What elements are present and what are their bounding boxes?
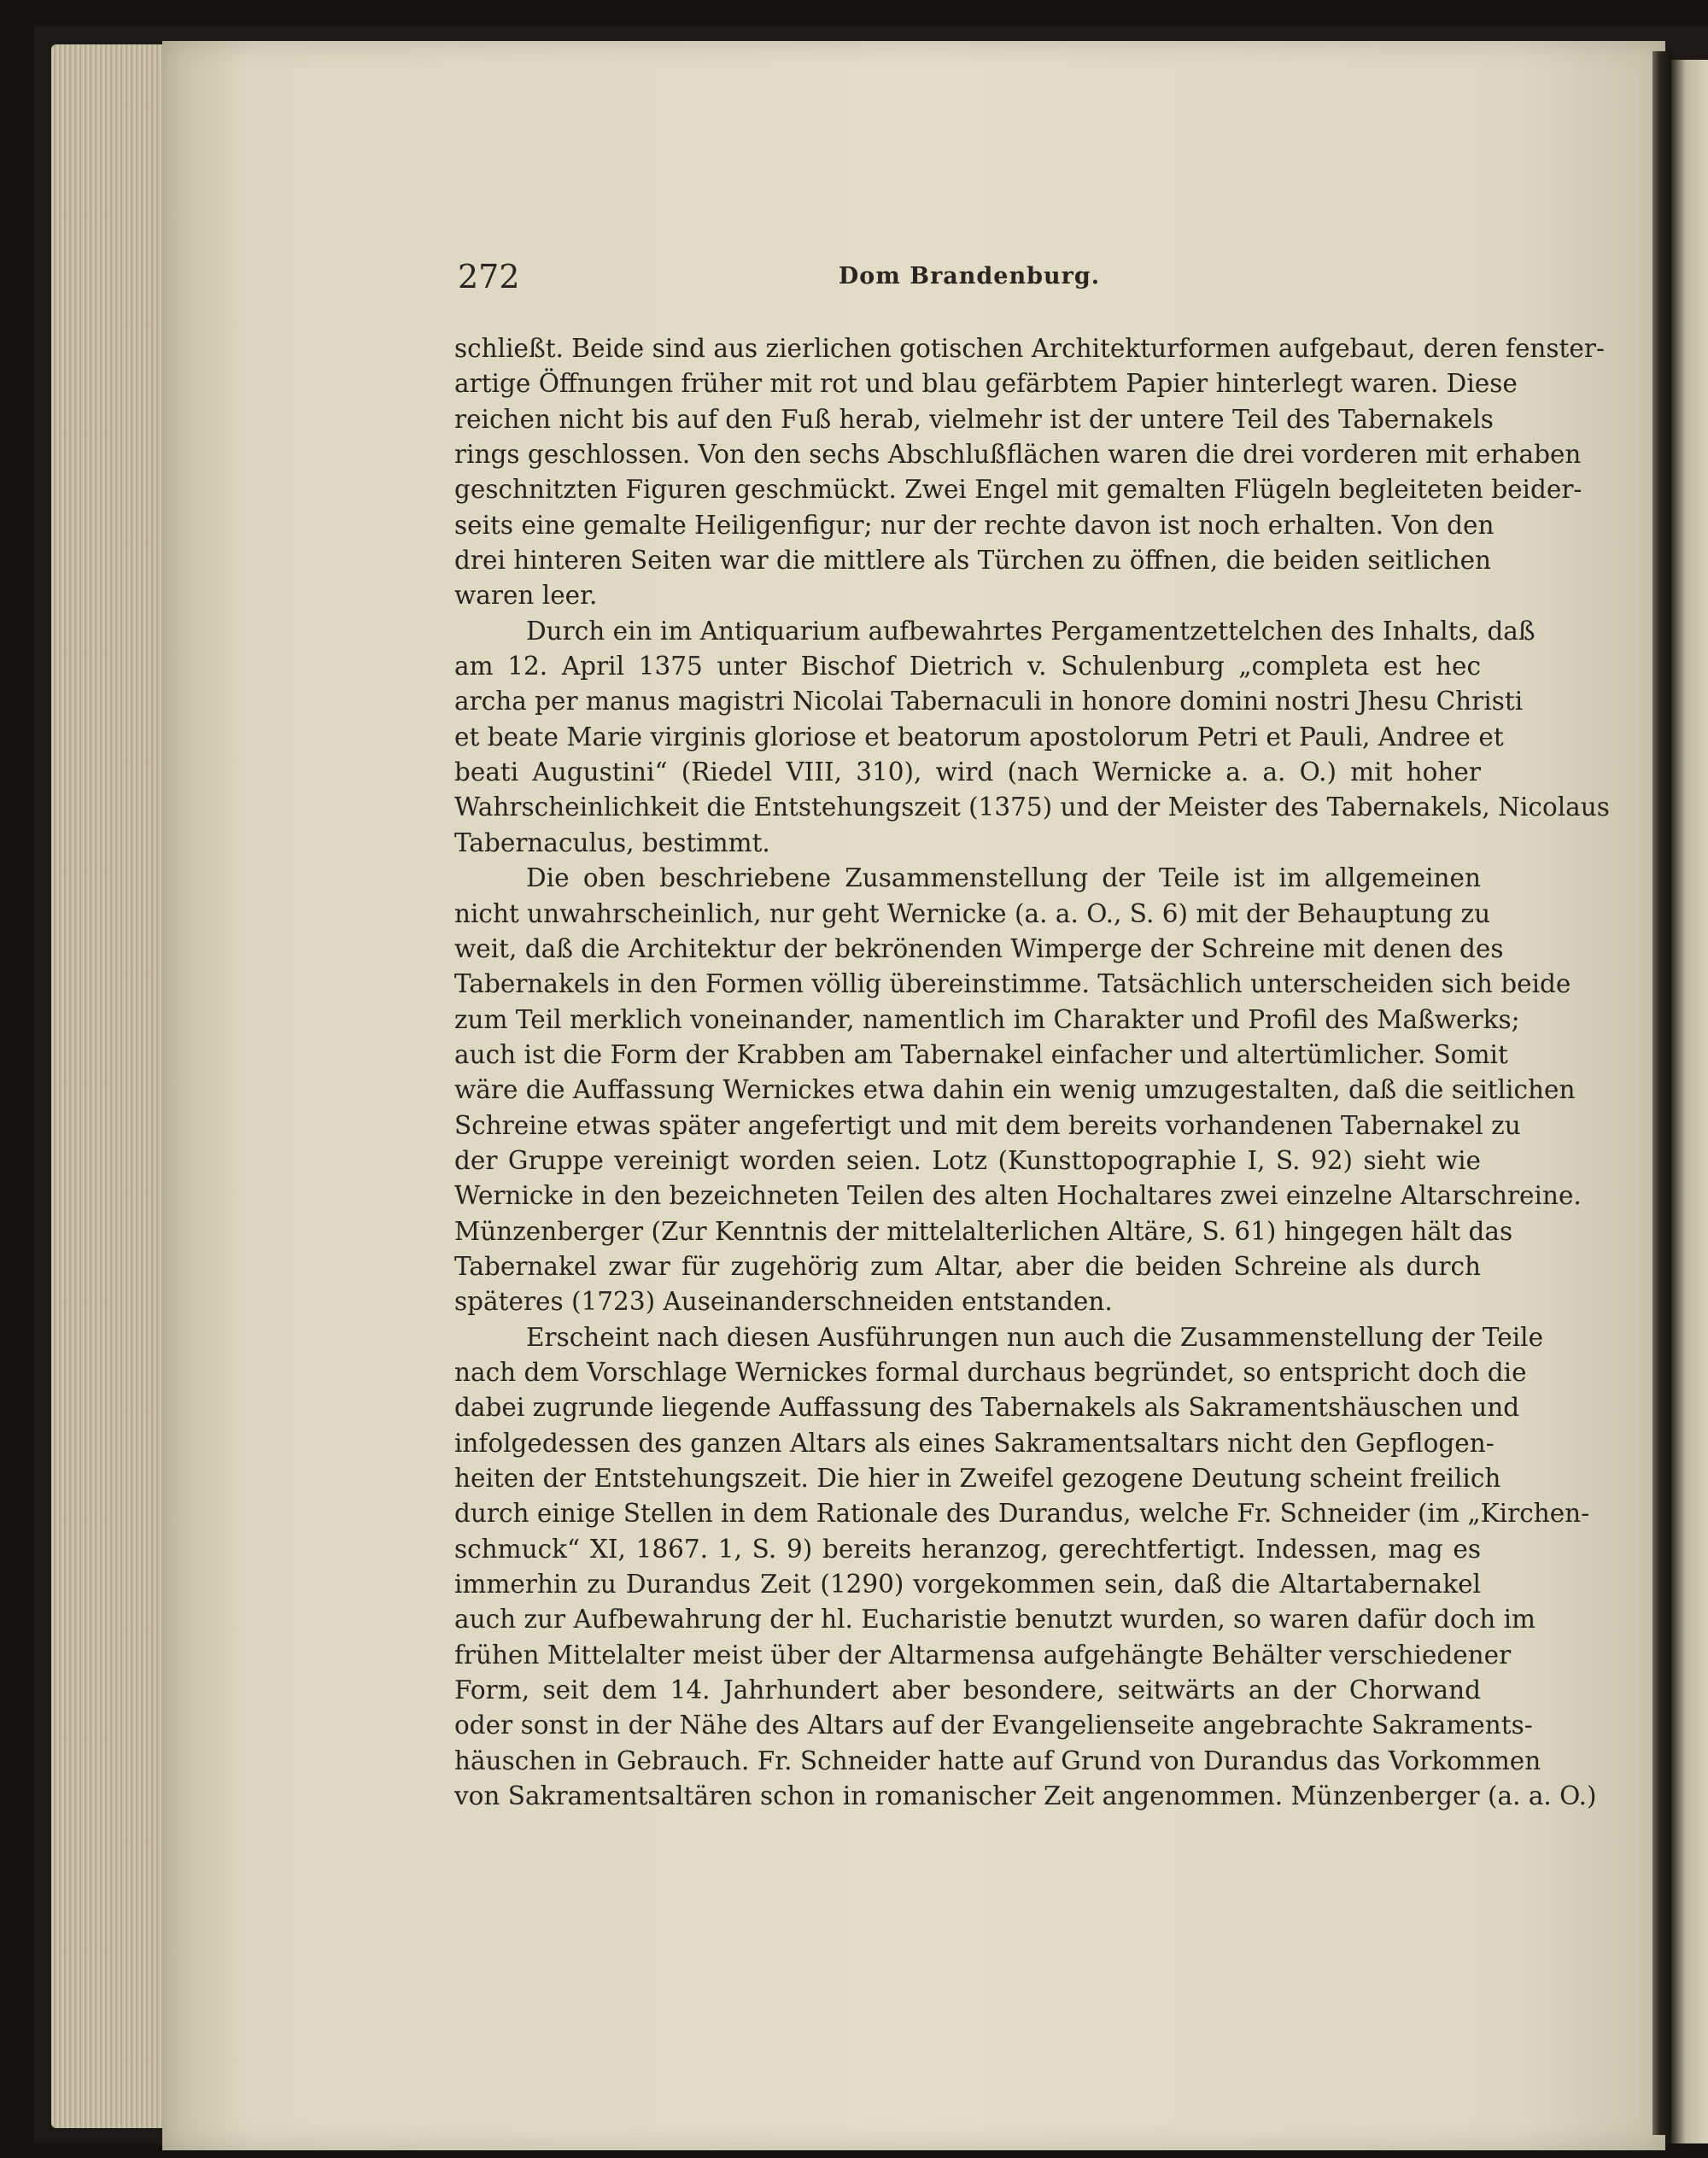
text-line: Tabernakel zwar für zugehörig zum Altar, aber die beiden Schreine als durch [454,1251,1481,1281]
facing-page-edge [1671,60,1708,2143]
page-number: 272 [458,258,520,295]
text-line: Form, seit dem 14. Jahrhundert aber besondere, seitwärts an der Chorwand [454,1676,1481,1705]
text-line: drei hinteren Seiten war die mittlere als Türchen zu öffnen, die beiden seitlichen [454,546,1492,576]
book-gutter [1652,51,1671,2135]
page-header [458,258,1481,301]
text-line: von Sakramentsaltären schon in romanischer Zeit angenommen. Münzenberger (a. a. O.) [454,1781,1597,1811]
text-line: Die oben beschriebene Zusammenstellung der Teile ist im allgemeinen [526,863,1481,893]
text-line: wäre die Auffassung Wernickes etwa dahin ein wenig umzugestalten, daß die seitlichen [454,1075,1576,1105]
text-line: Tabernakels in den Formen völlig übereinstimme. Tatsächlich unterscheiden sich beide [454,969,1571,999]
text-line: frühen Mittelalter meist über der Altarmensa aufgehängte Behälter verschiedener [454,1640,1512,1670]
text-line: reichen nicht bis auf den Fuß herab, vielmehr ist der untere Teil des Tabernakels [454,404,1494,434]
text-line: Wahrscheinlichkeit die Entstehungszeit (1375) und der Meister des Tabernakels, Nicolaus [454,792,1610,822]
text-line: oder sonst in der Nähe des Altars auf der Evangelienseite angebrachte Sakraments- [454,1711,1533,1740]
text-line: seits eine gemalte Heiligenfigur; nur der rechte davon ist noch erhalten. Von den [454,510,1494,540]
text-line: geschnitzten Figuren geschmückt. Zwei Engel mit gemalten Flügeln begleiteten beider- [454,475,1582,505]
body-text [454,331,1610,1814]
text-line: durch einige Stellen in dem Rationale des Durandus, welche Fr. Schneider (im „Kirchen- [454,1499,1590,1529]
text-line: Durch ein im Antiquarium aufbewahrtes Pergamentzettelchen des Inhalts, daß [526,616,1535,646]
text-line: et beate Marie virginis gloriose et beatorum apostolorum Petri et Pauli, Andree et [454,722,1504,751]
text-line: archa per manus magistri Nicolai Tabernaculi in honore domini nostri Jhesu Christi [454,687,1524,716]
text-line: auch zur Aufbewahrung der hl. Eucharistie benutzt wurden, so waren dafür doch im [454,1605,1536,1635]
text-line: auch ist die Form der Krabben am Tabernakel einfacher und altertümlicher. Somit [454,1039,1508,1069]
text-line: schließt. Beide sind aus zierlichen gotischen Architekturformen aufgebaut, deren fenster- [454,334,1605,363]
text-line: nicht unwahrscheinlich, nur geht Wernicke (a. a. O., S. 6) mit der Behauptung zu [454,898,1491,928]
text-line: rings geschlossen. Von den sechs Abschlußflächen waren die drei vorderen mit erhaben [454,440,1582,470]
text-line: nach dem Vorschlage Wernickes formal durchaus begründet, so entspricht doch die [454,1357,1527,1387]
text-line: immerhin zu Durandus Zeit (1290) vorgekommen sein, daß die Altartabernakel [454,1570,1481,1599]
text-line: infolgedessen des ganzen Altars als eines Sakramentsaltars nicht den Gepflogen- [454,1428,1494,1458]
page-block-edge [51,44,179,2128]
text-line: Erscheint nach diesen Ausführungen nun auch die Zusammenstellung der Teile [526,1322,1544,1352]
text-line: Wernicke in den bezeichneten Teilen des alten Hochaltares zwei einzelne Altarschreine. [454,1181,1582,1211]
text-line: der Gruppe vereinigt worden seien. Lotz (Kunsttopographie I, S. 92) sieht wie [454,1145,1481,1175]
text-line: beati Augustini“ (Riedel VIII, 310), wird (nach Wernicke a. a. O.) mit hoher [454,757,1481,787]
text-line: schmuck“ XI, 1867. 1, S. 9) bereits heranzog, gerechtfertigt. Indessen, mag es [454,1534,1481,1564]
text-line: heiten der Entstehungszeit. Die hier in Zweifel gezogene Deutung scheint freilich [454,1464,1501,1493]
text-line: Münzenberger (Zur Kenntnis der mittelalterlichen Altäre, S. 61) hingegen hält das [454,1216,1513,1246]
text-line: artige Öffnungen früher mit rot und blau gefärbtem Papier hinterlegt waren. Diese [454,369,1518,399]
text-line: waren leer. [454,581,598,611]
text-line: zum Teil merklich voneinander, namentlich im Charakter und Profil des Maßwerks; [454,1004,1520,1034]
text-line: späteres (1723) Auseinanderschneiden entstanden. [454,1287,1113,1317]
text-line: dabei zugrunde liegende Auffassung des Tabernakels als Sakramentshäuschen und [454,1393,1520,1423]
text-line: häuschen in Gebrauch. Fr. Schneider hatte auf Grund von Durandus das Vorkommen [454,1746,1541,1775]
text-line: am 12. April 1375 unter Bischof Dietrich v. Schulenburg „completa est hec [454,652,1481,681]
text-line: Tabernaculus, bestimmt. [454,828,770,857]
text-line: Schreine etwas später angefertigt und mit dem bereits vorhandenen Tabernakel zu [454,1110,1521,1140]
text-line: weit, daß die Architektur der bekrönenden Wimperge der Schreine mit denen des [454,933,1504,963]
running-head: Dom Brandenburg. [838,263,1101,289]
